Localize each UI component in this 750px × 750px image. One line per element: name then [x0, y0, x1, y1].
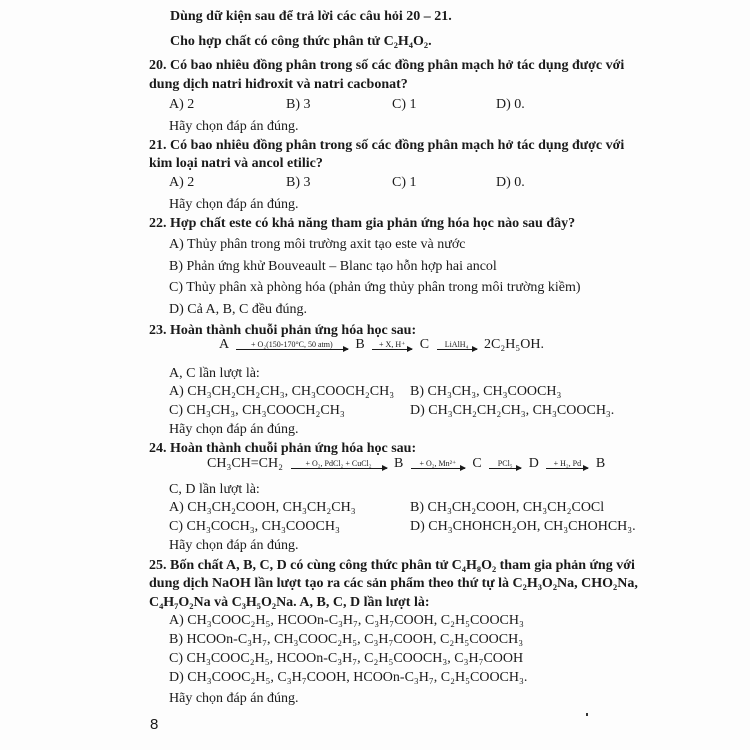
q25-stem-line-3: C₄H₇O₂Na và C₃H₅O₂Na. A, B, C, D lần lượt là:: [149, 595, 430, 610]
arrow-right-icon: [437, 349, 477, 350]
q25-stem-line-1: 25. Bốn chất A, B, C, D có cùng công thức phân tử C₄H₈O₂ tham gia phản ứng với: [149, 558, 635, 573]
q25-option-a: A) CH₃COOC₂H₅, HCOOn-C₃H₇, C₃H₇COOH, C₂H₅COOCH₃: [169, 613, 524, 628]
page-number: 8: [150, 716, 159, 733]
q22-option-a: A) Thủy phân trong môi trường axit tạo este và nước: [169, 237, 466, 252]
q23-reaction-chain: [219, 336, 544, 354]
arrow-right-icon: [546, 468, 588, 469]
q25-option-b: B) HCOOn-C₃H₇, CH₃COOC₂H₅, C₃H₇COOH, C₂H₅COOCH₃: [169, 632, 524, 647]
q22-option-b: B) Phản ứng khử Bouveault – Blanc tạo hỗn hợp hai ancol: [169, 259, 497, 274]
q24-stem: 24. Hoàn thành chuỗi phản ứng hóa học sau:: [149, 441, 417, 456]
q24-prompt: Hãy chọn đáp án đúng.: [169, 538, 299, 553]
q21-option-b: B) 3: [286, 175, 311, 190]
q25-option-c: C) CH₃COOC₂H₅, HCOOn-C₃H₇, C₂H₅COOCH₃, C₃H₇COOH: [169, 651, 524, 666]
q23-option-a: A) CH₃CH₂CH₂CH₃, CH₃COOCH₂CH₃: [169, 384, 395, 399]
q24-arrow-1: [291, 459, 387, 469]
q23-species-a: A: [219, 337, 229, 352]
q20-option-a: A) 2: [169, 97, 195, 112]
q21-option-c: C) 1: [392, 175, 417, 190]
q20-option-c: C) 1: [392, 97, 417, 112]
arrow-right-icon: [372, 349, 412, 350]
q23-arrow-2: [372, 340, 412, 350]
q24-species-c: C: [472, 456, 482, 471]
q20-stem-line-2: dung dịch natri hiđroxit và natri cacbonat?: [149, 77, 408, 92]
q23-product: 2C₂H₅OH.: [484, 337, 544, 352]
arrow-right-icon: [411, 468, 465, 469]
q24-arrow-3: [489, 459, 521, 469]
q24-arrow-1-label: + O₂, PdCl₂ + CuCl₂: [305, 458, 372, 468]
arrow-right-icon: [291, 468, 387, 469]
q22-option-d: D) Cả A, B, C đều đúng.: [169, 302, 308, 317]
q23-stem: 23. Hoàn thành chuỗi phản ứng hóa học sau:: [149, 323, 417, 338]
q23-species-b: B: [355, 337, 365, 352]
q24-option-b: B) CH₃CH₂COOH, CH₃CH₂COCl: [410, 500, 605, 515]
q24-reaction-chain: [207, 455, 605, 473]
q20-stem-line-1: 20. Có bao nhiêu đồng phân trong số các đồng phân mạch hở tác dụng được với: [149, 58, 625, 73]
intro-line-2: Cho hợp chất có công thức phân tử C₂H₄O₂.: [170, 34, 432, 49]
q23-option-d: D) CH₃CH₂CH₂CH₃, CH₃COOCH₃.: [410, 403, 615, 418]
q24-arrow-4-label: + H₂, Pd: [553, 458, 582, 468]
q20-prompt: Hãy chọn đáp án đúng.: [169, 119, 299, 134]
arrow-right-icon: [489, 468, 521, 469]
q24-arrow-3-label: PCl₅: [497, 458, 513, 468]
q21-option-d: D) 0.: [496, 175, 525, 190]
q23-species-c: C: [419, 337, 430, 352]
q24-option-c: C) CH₃COCH₃, CH₃COOCH₃: [169, 519, 340, 534]
q24-species-start: CH₃CH=CH₂: [207, 456, 284, 471]
q23-arrow-1: [236, 340, 348, 350]
q25-option-d: D) CH₃COOC₂H₅, C₃H₇COOH, HCOOn-C₃H₇, C₂H₅COOCH₃.: [169, 670, 528, 685]
q23-arrow-3: [437, 340, 477, 350]
q22-stem: 22. Hợp chất este có khả năng tham gia phản ứng hóa học nào sau đây?: [149, 216, 576, 231]
q23-option-b: B) CH₃CH₃, CH₃COOCH₃: [410, 384, 562, 399]
print-speck: [586, 713, 588, 716]
q23-option-c: C) CH₃CH₃, CH₃COOCH₂CH₃: [169, 403, 345, 418]
q21-prompt: Hãy chọn đáp án đúng.: [169, 197, 299, 212]
q24-species-end: B: [595, 456, 606, 471]
arrow-right-icon: [236, 349, 348, 350]
q21-option-a: A) 2: [169, 175, 195, 190]
q24-ask: C, D lần lượt là:: [169, 482, 260, 497]
q25-stem-line-2: dung dịch NaOH lần lượt tạo ra các sản phẩm theo thứ tự là C₂H₃O₂Na, CHO₂Na,: [149, 576, 638, 591]
q23-arrow-2-label: + X, H⁺: [379, 339, 406, 349]
q24-species-b: B: [394, 456, 404, 471]
q23-arrow-3-label: LiAlH₄: [444, 339, 469, 349]
q25-prompt: Hãy chọn đáp án đúng.: [169, 691, 299, 706]
q23-ask: A, C lần lượt là:: [169, 366, 260, 381]
q24-species-d: D: [528, 456, 539, 471]
q20-option-b: B) 3: [286, 97, 311, 112]
intro-line-1: Dùng dữ kiện sau để trả lời các câu hỏi 20 – 21.: [170, 9, 452, 24]
q24-option-d: D) CH₃CHOHCH₂OH, CH₃CHOHCH₃.: [410, 519, 636, 534]
q21-stem-line-1: 21. Có bao nhiêu đồng phân trong số các đồng phân mạch hở tác dụng được với: [149, 138, 625, 153]
q21-stem-line-2: kim loại natri và ancol etilic?: [149, 156, 323, 171]
q20-option-d: D) 0.: [496, 97, 525, 112]
q23-arrow-1-label: + O₂(150-170°C, 50 atm): [251, 339, 333, 349]
q22-option-c: C) Thủy phân xà phòng hóa (phản ứng thủy phân trong môi trường kiềm): [169, 280, 581, 295]
q24-arrow-2: [411, 459, 465, 469]
q23-prompt: Hãy chọn đáp án đúng.: [169, 422, 299, 437]
q24-arrow-2-label: + O₂, Mn²⁺: [419, 458, 457, 468]
q24-arrow-4: [546, 459, 588, 469]
q24-option-a: A) CH₃CH₂COOH, CH₃CH₂CH₃: [169, 500, 356, 515]
